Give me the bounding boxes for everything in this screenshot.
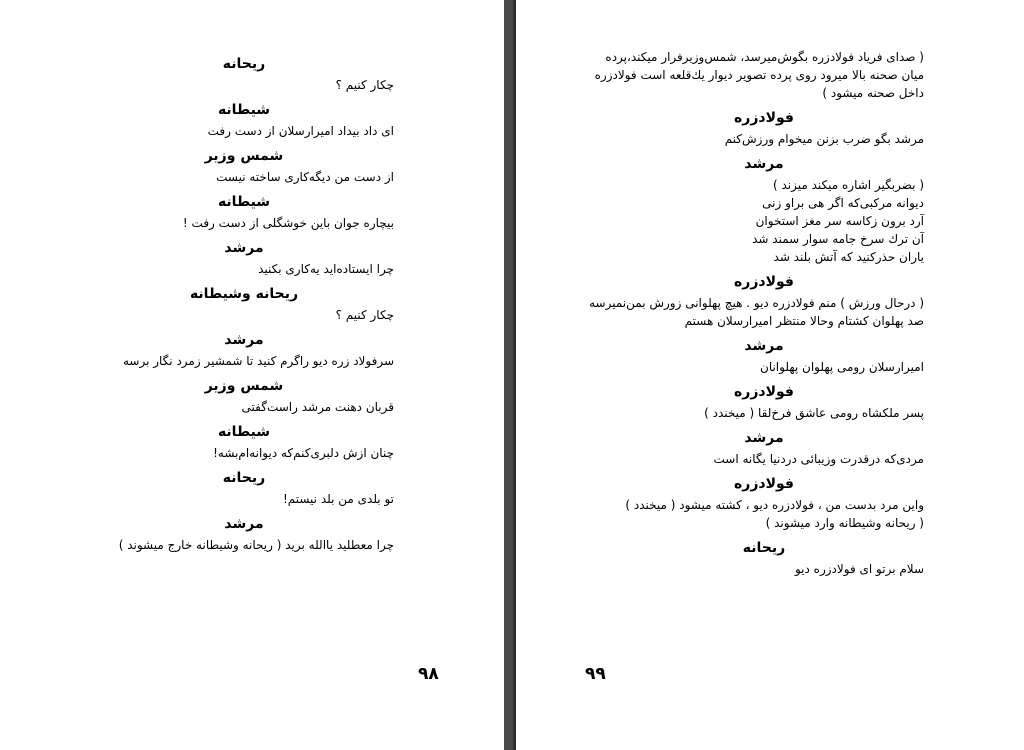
verse-line: دیوانه مرکبی‌که اگر هی براو زنی	[762, 196, 924, 210]
dialogue-line: سلام برتو ای فولادزره دیو	[794, 562, 924, 576]
left-page	[0, 0, 504, 750]
right-page	[516, 0, 1024, 750]
dialogue-line: چکار کنیم ؟	[335, 308, 394, 322]
dialogue-line: چنان ازش دلبری‌کنم‌که دیوانه‌ام‌بشه!	[213, 446, 394, 460]
speaker-name: ریحانه	[222, 56, 266, 72]
dialogue-line: ( درحال ورزش ) منم فولادزره دیو . هیچ پهلوانی زورش بمن‌نمیرسه	[589, 296, 924, 310]
dialogue-line: ( بضربگیر اشاره میکند میزند )	[772, 178, 924, 192]
dialogue-line: مردی‌که درقدرت وزیبائی دردنیا یگانه است	[713, 452, 924, 466]
dialogue-line: بیچاره جوان باین خوشگلی از دست رفت !	[182, 216, 394, 230]
dialogue-line: امیرارسلان رومی پهلوان پهلوانان	[760, 360, 924, 374]
speaker-name: شیطانه	[217, 424, 271, 440]
stage-direction: داخل صحنه میشود )	[822, 86, 924, 100]
right-page-text	[589, 48, 924, 578]
dialogue-line: قربان دهنت مرشد راست‌گفتی	[241, 400, 394, 414]
speaker-name: ریحانه	[742, 540, 786, 556]
speaker-name: شیطانه	[217, 102, 271, 118]
page-number: ۹۹	[585, 664, 606, 684]
dialogue-line: چرا ایستاده‌اید یه‌کاری بکنید	[258, 262, 394, 276]
book-gutter	[504, 0, 516, 750]
stage-direction: ( صدای فریاد فولادزره بگوش‌میرسد، شمس‌وزیرفرار میکند،پرده	[605, 50, 924, 64]
speaker-name: شیطانه	[217, 194, 271, 210]
speaker-name: ریحانه	[222, 470, 266, 486]
speaker-name: شمس وزیر	[204, 148, 284, 164]
speaker-name: فولادزره	[734, 476, 794, 492]
dialogue-line: چکار کنیم ؟	[335, 78, 394, 92]
speaker-name: فولادزره	[734, 110, 794, 126]
dialogue-line: مرشد بگو ضرب بزنن میخوام ورزش‌کنم	[724, 132, 924, 146]
page-number: ۹۸	[418, 664, 439, 684]
speaker-name: مرشد	[744, 156, 784, 172]
dialogue-line: صد پهلوان کشتام وحالا منتظر امیرارسلان هستم	[684, 314, 924, 328]
speaker-name: فولادزره	[734, 274, 794, 290]
dialogue-line: سرفولاد زره دیو راگرم کنید تا شمشیر زمرد نگار برسه	[122, 354, 394, 368]
speaker-name: شمس وزیر	[204, 378, 284, 394]
speaker-name: مرشد	[224, 332, 264, 348]
speaker-name: مرشد	[744, 430, 784, 446]
dialogue-line: پسر ملکشاه رومی عاشق فرخ‌لقا ( میخندد )	[704, 406, 924, 420]
speaker-name: ریحانه وشیطانه	[189, 286, 299, 302]
stage-direction: ( ریحانه وشیطانه وارد میشوند )	[765, 516, 924, 530]
left-page-text	[94, 48, 394, 554]
dialogue-line: واین مرد بدست من ، فولادزره دیو ، کشته میشود ( میخندد )	[625, 498, 924, 512]
dialogue-line: ای داد بیداد امیرارسلان از دست رفت	[207, 124, 394, 138]
stage-direction: میان صحنه بالا میرود روی پرده تصویر دیوار یك‌قلعه است فولادزره	[594, 68, 924, 82]
speaker-name: مرشد	[224, 516, 264, 532]
dialogue-line: تو بلدی من بلد نیستم!	[282, 492, 394, 506]
dialogue-line: از دست من دیگه‌کاری ساخته نیست	[216, 170, 394, 184]
verse-line: یاران حذرکنید که آتش بلند شد	[773, 250, 924, 264]
speaker-name: مرشد	[224, 240, 264, 256]
dialogue-line: چرا معطلید یاالله برید ( ریحانه وشیطانه خارج میشوند )	[118, 538, 394, 552]
speaker-name: مرشد	[744, 338, 784, 354]
speaker-name: فولادزره	[734, 384, 794, 400]
verse-line: آن ترك سرخ جامه سوار سمند شد	[752, 232, 924, 246]
verse-line: آرد برون زکاسه سر مغز استخوان	[755, 214, 924, 228]
